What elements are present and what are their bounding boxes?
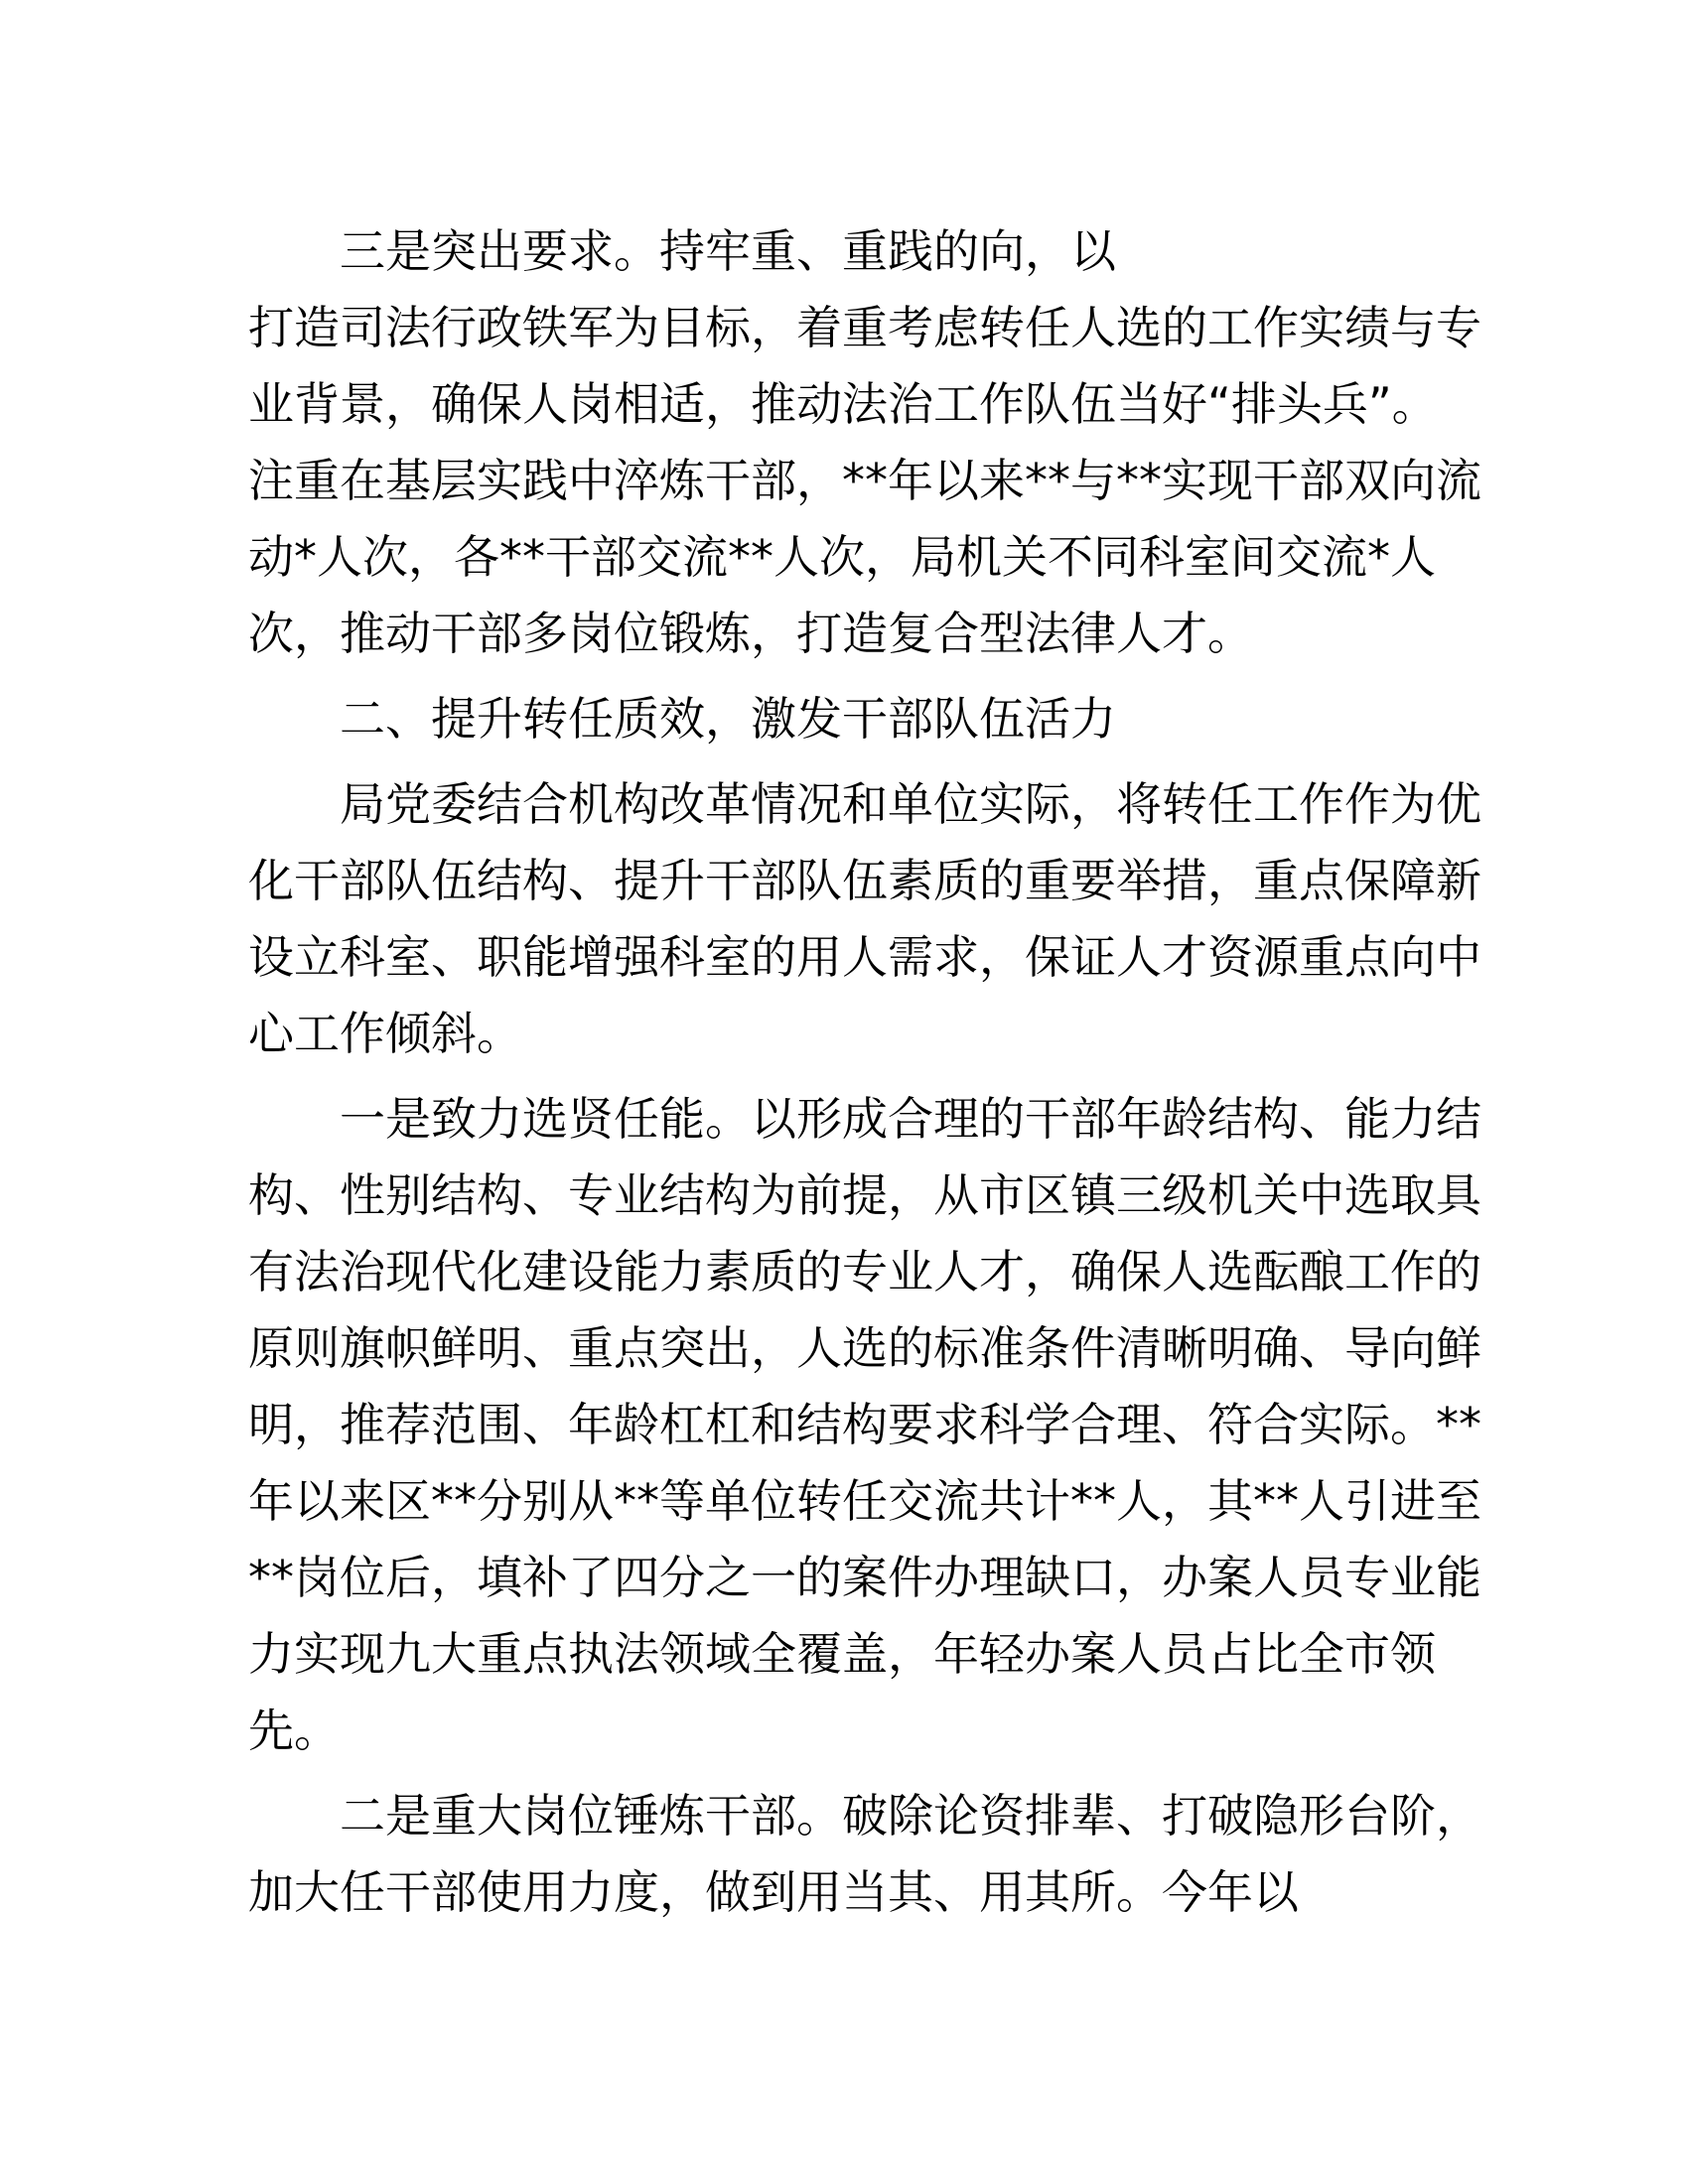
text-line: 次，推动干部多岗位锻炼，打造复合型法律人才。 bbox=[248, 607, 1253, 660]
text-line: 明，推荐范围、年龄杠杠和结构要求科学合理、符合实际。** bbox=[248, 1398, 1481, 1451]
text-line: 构、性别结构、专业结构为前提，从市区镇三级机关中选取具 bbox=[248, 1168, 1481, 1222]
text-line: 设立科室、职能增强科室的用人需求，保证人才资源重点向中 bbox=[248, 930, 1481, 984]
text-line: 动*人次，各**干部交流**人次，局机关不同科室间交流*人 bbox=[248, 530, 1436, 584]
text-line: 打造司法行政铁军为目标，着重考虑转任人选的工作实绩与专 bbox=[248, 301, 1481, 354]
paragraph-select-talent bbox=[248, 1081, 1481, 1769]
text-line: 化干部队伍结构、提升干部队伍素质的重要举措，重点保障新 bbox=[248, 854, 1481, 907]
text-line: 业背景，确保人岗相适，推动法治工作队伍当好“排头兵”。 bbox=[248, 377, 1438, 431]
text-line: 二是重大岗位锤炼干部。破除论资排辈、打破隐形台阶， bbox=[340, 1789, 1481, 1843]
paragraph-key-posts bbox=[248, 1778, 1481, 1931]
text-line: 注重在基层实践中淬炼干部，**年以来**与**实现干部双向流 bbox=[248, 454, 1481, 507]
text-line: 局党委结合机构改革情况和单位实际，将转任工作作为优 bbox=[340, 777, 1481, 831]
text-line: 加大任干部使用力度，做到用当其、用其所。今年以 bbox=[248, 1865, 1299, 1919]
text-line: 力实现九大重点执法领域全覆盖，年轻办案人员占比全市领 bbox=[248, 1627, 1436, 1681]
text-line: 有法治现代化建设能力素质的专业人才，确保人选酝酿工作的 bbox=[248, 1245, 1481, 1298]
text-line: 心工作倾斜。 bbox=[248, 1007, 522, 1060]
text-line: 原则旗帜鲜明、重点突出，人选的标准条件清晰明确、导向鲜 bbox=[248, 1321, 1481, 1375]
text-line: 先。 bbox=[248, 1704, 340, 1757]
text-line: **岗位后，填补了四分之一的案件办理缺口，办案人员专业能 bbox=[248, 1551, 1481, 1604]
section-heading bbox=[248, 681, 1440, 757]
document-body bbox=[248, 213, 1481, 1931]
paragraph-intro bbox=[248, 766, 1481, 1072]
text-line: 一是致力选贤任能。以形成合理的干部年龄结构、能力结 bbox=[340, 1092, 1481, 1146]
text-line: 三是突出要求。持牢重、重践的向，以 bbox=[340, 224, 1116, 278]
paragraph-requirements bbox=[248, 213, 1481, 672]
heading-line: 二、提升转任质效，激发干部队伍活力 bbox=[340, 692, 1116, 746]
text-line: 年以来区**分别从**等单位转任交流共计**人，其**人引进至 bbox=[248, 1474, 1481, 1528]
